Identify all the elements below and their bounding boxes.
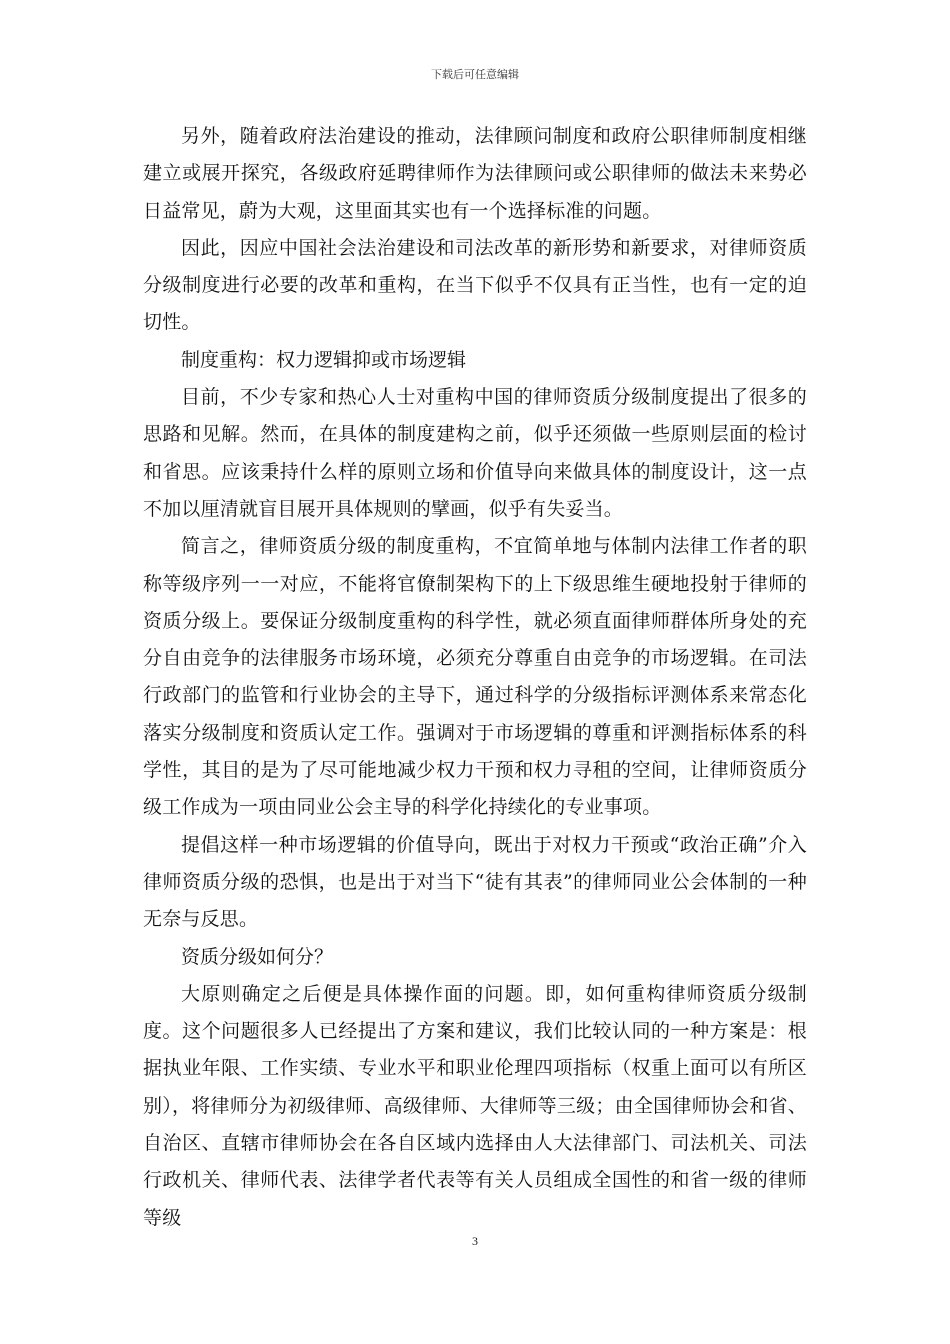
paragraph-2: 因此，因应中国社会法治建设和司法改革的新形势和新要求，对律师资质分级制度进行必要的改革和重构，在当下似乎不仅具有正当性，也有一定的迫切性。	[143, 236, 807, 334]
page-number: 3	[472, 1234, 478, 1248]
page-header: 下载后可任意编辑	[431, 68, 519, 81]
section-heading-restructure: 制度重构：权力逻辑抑或市场逻辑	[181, 348, 467, 371]
paragraph-1: 另外，随着政府法治建设的推动，法律顾问制度和政府公职律师制度相继建立或展开探究，各级政府延聘律师作为法律顾问或公职律师的做法未来势必日益常见，蔚为大观，这里面其实也有一个选择标准的问题。	[143, 125, 807, 222]
body-text	[143, 118, 807, 1237]
paragraph-6: 大原则确定之后便是具体操作面的问题。即，如何重构律师资质分级制度。这个问题很多人已经提出了方案和建议，我们比较认同的一种方案是：根据执业年限、工作实绩、专业水平和职业伦理四项指标（权重上面可以有所区别），将律师分为初级律师、高级律师、大律师等三级；由全国律师协会和省、自治区、直辖市律师协会在各自区域内选择由人大法律部门、司法机关、司法行政机关、律师代表、法律学者代表等有关人员组成全国性的和省一级的律师等级	[143, 982, 807, 1229]
paragraph-4: 简言之，律师资质分级的制度重构，不宜简单地与体制内法律工作者的职称等级序列一一对应，不能将官僚制架构下的上下级思维生硬地投射于律师的资质分级上。要保证分级制度重构的科学性，就必须直面律师群体所身处的充分自由竞争的法律服务市场环境，必须充分尊重自由竞争的市场逻辑。在司法行政部门的监管和行业协会的主导下，通过科学的分级指标评测体系来常态化落实分级制度和资质认定工作。强调对于市场逻辑的尊重和评测指标体系的科学性，其目的是为了尽可能地减少权力干预和权力寻租的空间，让律师资质分级工作成为一项由同业公会主导的科学化持续化的专业事项。	[143, 535, 807, 819]
paragraph-3: 目前，不少专家和热心人士对重构中国的律师资质分级制度提出了很多的思路和见解。然而，在具体的制度建构之前，似乎还须做一些原则层面的检讨和省思。应该秉持什么样的原则立场和价值导向来做具体的制度设计，这一点不加以厘清就盲目展开具体规则的擘画，似乎有失妥当。	[143, 386, 807, 520]
section-heading-grading: 资质分级如何分？	[181, 945, 334, 968]
paragraph-5: 提倡这样一种市场逻辑的价值导向，既出于对权力干预或“政治正确”介入律师资质分级的恐惧，也是出于对当下“徒有其表”的律师同业公会体制的一种无奈与反思。	[143, 833, 807, 931]
